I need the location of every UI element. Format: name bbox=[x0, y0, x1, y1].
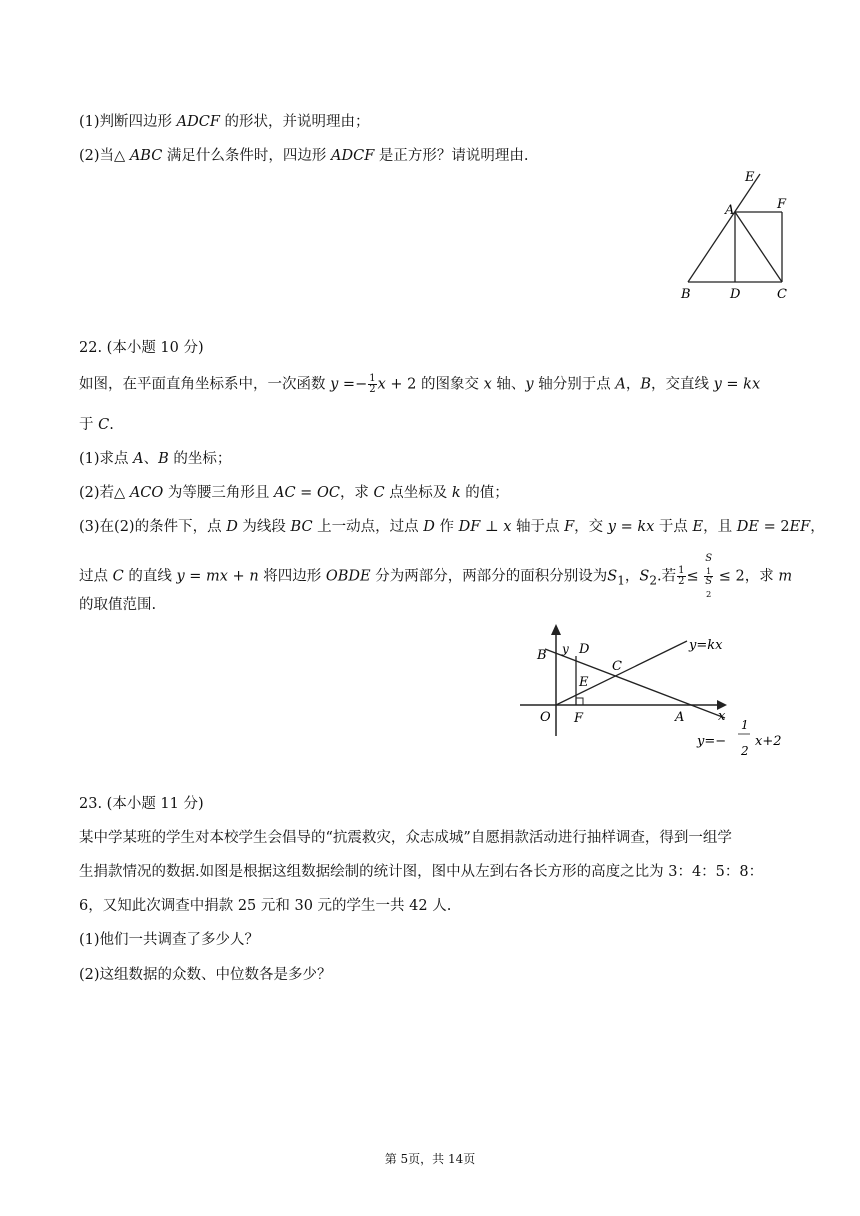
label-d: D bbox=[579, 642, 590, 657]
q22-part3-line2: 过点 C 的直线 y = mx + n 将四边形 OBDE 分为两部分，两部分的面积分别设为$S_1$，$S_2$.若 $\frac{1}{2}$ ≤ S $_1$ S $_2$ ≤ 2，求 m bbox=[79, 553, 793, 599]
q22-figure bbox=[515, 618, 805, 763]
q22-part3-line1: (3)在(2)的条件下，点 D 为线段 BC 上一动点，过点 D 作 DF ⊥ x 轴于点 F，交 y = kx 于点 E，且 DE = 2EF， bbox=[79, 519, 825, 535]
page-footer: 第 5页，共 14页 bbox=[384, 1152, 476, 1166]
label-y: y bbox=[562, 642, 569, 656]
label-f: F bbox=[574, 711, 584, 726]
label-func-prefix: y=− bbox=[697, 734, 727, 749]
label-o: O bbox=[540, 710, 551, 725]
line-a-c bbox=[735, 212, 782, 282]
q23-part1: (1)他们一共调查了多少人？ bbox=[79, 932, 260, 948]
q23-part2: (2)这组数据的众数、中位数各是多少？ bbox=[79, 967, 332, 983]
q22-header: 22. (本小题 10 分) bbox=[79, 340, 204, 356]
q22-part2: (2)若△ ACO 为等腰三角形且 AC = OC，求 C 点坐标及 k 的值； bbox=[79, 485, 509, 501]
label-func-den: 2 bbox=[741, 744, 749, 758]
label-func-suffix: x+2 bbox=[755, 734, 782, 749]
q23-intro-line2: 生捐款情况的数据.如图是根据这组数据绘制的统计图，图中从左到右各长方形的高度之比为 3：4：5：8： bbox=[79, 864, 764, 880]
label-y-kx: y=kx bbox=[689, 638, 723, 653]
q21-part1: (1)判断四边形 ADCF 的形状，并说明理由； bbox=[79, 114, 370, 130]
q22-part1: (1)求点 A、B 的坐标； bbox=[79, 451, 232, 467]
q22-part3-line3: 的取值范围. bbox=[79, 597, 157, 613]
y-axis-arrow bbox=[551, 624, 561, 635]
label-a: A bbox=[725, 203, 735, 218]
label-e: E bbox=[745, 170, 755, 185]
label-func-num: 1 bbox=[741, 718, 749, 732]
label-c: C bbox=[612, 659, 622, 674]
label-f: F bbox=[777, 197, 787, 212]
q23-header: 23. (本小题 11 分) bbox=[79, 796, 204, 812]
line-b-e bbox=[688, 174, 760, 282]
q22-intro-line1: 如图，在平面直角坐标系中，一次函数 y =− $\frac{1}{2}$ x + 2 的图象交 x 轴、y 轴分别于点 A，B，交直线 y = kx bbox=[79, 373, 761, 395]
q23-intro-line1: 某中学某班的学生对本校学生会倡导的“抗震救灾，众志成城”自愿捐款活动进行抽样调查，得到一组学 bbox=[79, 830, 732, 846]
q21-part2: (2)当△ ABC 满足什么条件时，四边形 ADCF 是正方形？请说明理由. bbox=[79, 148, 529, 164]
label-x: x bbox=[718, 709, 726, 724]
label-e: E bbox=[579, 675, 589, 690]
label-b: B bbox=[537, 648, 547, 663]
label-b: B bbox=[681, 287, 691, 302]
label-d: D bbox=[730, 287, 741, 302]
label-a: A bbox=[675, 710, 685, 725]
q23-intro-line3: 6，又知此次调查中捐款 25 元和 30 元的学生一共 42 人. bbox=[79, 898, 452, 914]
line-y-neg-half-x bbox=[545, 649, 725, 718]
label-c: C bbox=[777, 287, 787, 302]
q22-intro-line2: 于 C. bbox=[79, 417, 114, 433]
q21-figure bbox=[676, 168, 796, 308]
right-angle-mark bbox=[576, 698, 583, 705]
